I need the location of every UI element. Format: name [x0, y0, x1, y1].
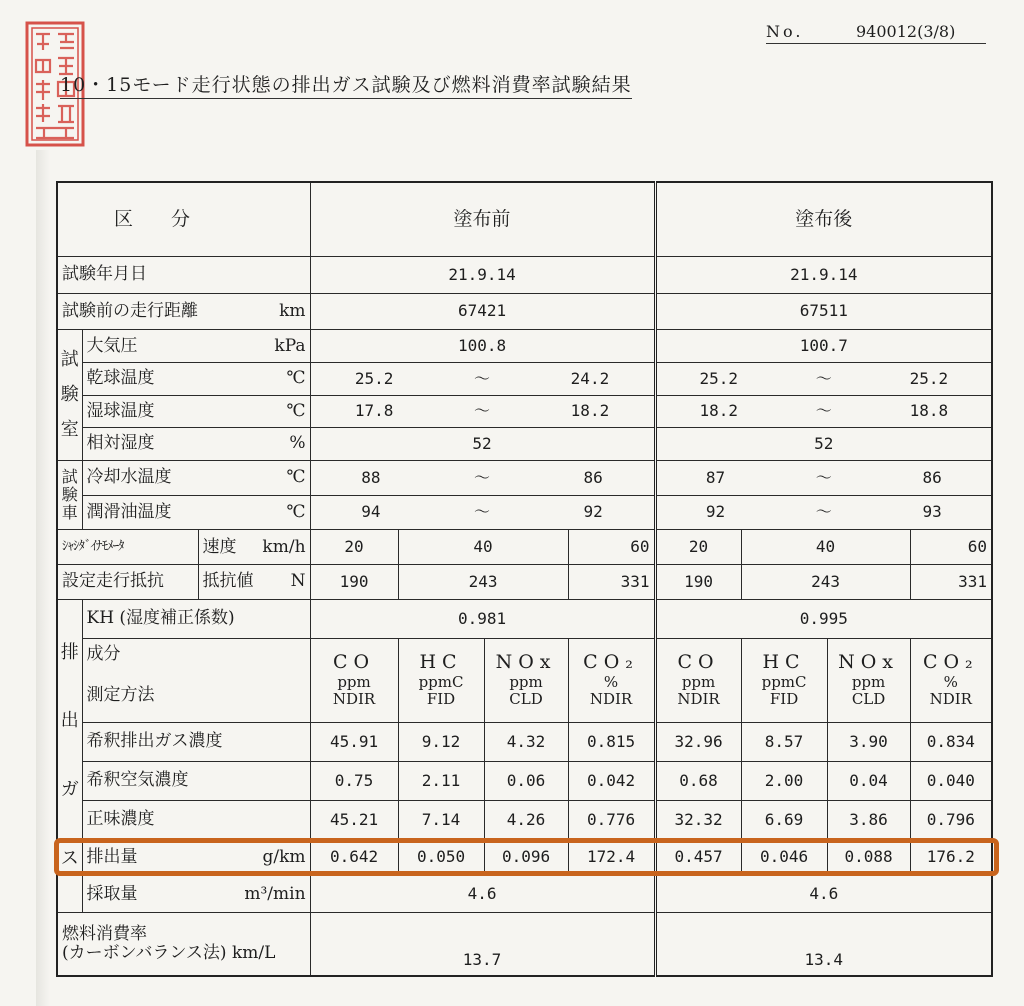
component-unit: ppm [509, 673, 543, 692]
dyno-label: ｼｬｼﾀﾞｲﾅﾓﾒｰﾀ [57, 530, 198, 565]
diluted-exhaust-value: 32.96 [655, 723, 741, 762]
diluted-exhaust-label: 希釈排出ガス濃度 [82, 723, 310, 762]
emission-label: 排出量 [86, 846, 138, 867]
emission-value: 172.4 [568, 839, 655, 876]
wet-bulb-after [655, 395, 992, 428]
table-header-row [57, 182, 992, 257]
test-date-before: 21.9.14 [310, 257, 655, 294]
gas-char-3: ガ [60, 778, 79, 800]
component-method: CLD [851, 690, 886, 709]
pressure-after: 100.7 [655, 330, 992, 363]
humidity-before: 52 [310, 428, 655, 461]
emission-value: 0.046 [741, 839, 827, 876]
net-conc-value: 0.776 [568, 800, 655, 839]
table-row [57, 530, 992, 565]
range-tilde: ～ [815, 502, 832, 522]
fuel-before: 13.7 [310, 913, 655, 976]
fuel-label: 燃料消費率 [62, 923, 147, 944]
component-col-6 [741, 638, 827, 723]
table-row [57, 363, 992, 396]
header-before: 塗布前 [310, 182, 655, 257]
component-name: HC [419, 651, 463, 674]
pressure-cell [82, 330, 310, 363]
test-date-label: 試験年月日 [57, 257, 310, 294]
speed-before-1: 20 [310, 530, 398, 565]
net-conc-label: 正味濃度 [82, 800, 310, 839]
diluted-air-value: 2.00 [741, 762, 827, 801]
kh-before: 0.981 [310, 599, 655, 638]
car-char-3: 車 [61, 503, 78, 523]
speed-label: 速度 [202, 536, 237, 557]
component-col-5 [655, 638, 741, 723]
component-method: FID [426, 690, 456, 709]
resistance-unit: N [290, 571, 306, 592]
diluted-exhaust-value: 8.57 [741, 723, 827, 762]
component-unit: ppm [681, 673, 716, 692]
diluted-exhaust-value: 3.90 [827, 723, 910, 762]
odometer-after: 67511 [655, 293, 992, 330]
oil-before [310, 495, 655, 530]
net-conc-value: 7.14 [398, 800, 484, 839]
speed-after-1: 20 [655, 530, 741, 565]
sampling-before: 4.6 [310, 876, 655, 913]
range-tilde: ～ [815, 401, 832, 421]
diluted-air-value: 0.040 [910, 762, 992, 801]
resistance-before-1: 190 [310, 565, 398, 600]
component-method: CLD [509, 690, 543, 709]
speed-after-2: 40 [741, 530, 910, 565]
component-method: NDIR [677, 690, 720, 709]
dry-bulb-before [310, 363, 655, 396]
lab-vertical-label [57, 330, 82, 461]
diluted-exhaust-value: 45.91 [310, 723, 398, 762]
emission-value: 0.096 [484, 839, 568, 876]
component-name: NOx [838, 651, 899, 674]
page-fold-shadow [36, 150, 50, 1006]
table-row [57, 428, 992, 461]
component-name: NOx [495, 651, 557, 674]
resistance-cell [198, 565, 310, 600]
kh-label: KH (湿度補正係数) [82, 599, 310, 638]
coolant-before [310, 461, 655, 496]
wet-bulb-unit: ℃ [286, 400, 306, 421]
pressure-label: 大気圧 [86, 335, 138, 356]
document-number-value: 940012(3/8) [856, 22, 956, 41]
wet-bulb-after-start: 18.2 [699, 401, 738, 421]
component-col-3 [484, 638, 568, 723]
net-conc-value: 45.21 [310, 800, 398, 839]
component-col-4 [568, 638, 655, 723]
component-name: CO [677, 651, 720, 674]
component-unit: ppmC [761, 673, 807, 692]
coolant-after-end: 86 [922, 467, 942, 487]
coolant-after [655, 461, 992, 496]
component-name: CO [332, 651, 376, 674]
gas-vertical-label [57, 599, 82, 912]
diluted-exhaust-value: 0.834 [910, 723, 992, 762]
dry-bulb-before-start: 25.2 [354, 368, 394, 388]
fuel-cell [57, 913, 310, 976]
sampling-after: 4.6 [655, 876, 992, 913]
coolant-cell [82, 461, 310, 496]
document-number-label: No. [766, 22, 804, 41]
oil-after-start: 92 [705, 502, 726, 522]
range-tilde: ～ [815, 467, 832, 487]
table-row [57, 565, 992, 600]
resistance-label: 抵抗値 [202, 571, 254, 592]
odometer-before: 67421 [310, 293, 655, 330]
coolant-unit: ℃ [286, 467, 306, 488]
odometer-label: 試験前の走行距離 [62, 300, 198, 321]
car-char-2: 験 [61, 485, 78, 505]
diluted-air-value: 2.11 [398, 762, 484, 801]
fuel-method: (カーボンバランス法) [62, 943, 227, 964]
table-row [57, 293, 992, 330]
table-row [57, 800, 992, 839]
gas-char-1: 排 [60, 641, 79, 663]
gas-char-4: ス [60, 847, 79, 869]
component-label: 成分 [86, 643, 121, 664]
diluted-exhaust-value: 0.815 [568, 723, 655, 762]
diluted-air-value: 0.06 [484, 762, 568, 801]
table-row [57, 638, 992, 723]
resistance-before-2: 243 [398, 565, 568, 600]
component-name: CO₂ [922, 651, 979, 674]
document-title: 10・15モード走行状態の排出ガス試験及び燃料消費率試験結果 [60, 70, 632, 99]
emission-value: 0.457 [655, 839, 741, 876]
dry-bulb-after-start: 25.2 [699, 368, 738, 388]
diluted-exhaust-value: 9.12 [398, 723, 484, 762]
wet-bulb-after-end: 18.8 [909, 401, 949, 421]
document-number [766, 22, 986, 44]
dry-bulb-cell [82, 363, 310, 396]
component-name: HC [762, 651, 806, 674]
oil-after [655, 495, 992, 530]
component-unit: % [603, 673, 619, 692]
oil-cell [82, 495, 310, 530]
dry-bulb-unit: ℃ [286, 368, 306, 389]
component-method: FID [769, 690, 799, 709]
diluted-air-value: 0.68 [655, 762, 741, 801]
humidity-unit: % [289, 433, 306, 454]
range-tilde: ～ [474, 368, 491, 388]
range-tilde: ～ [474, 502, 491, 522]
emission-value: 0.642 [310, 839, 398, 876]
kh-after: 0.995 [655, 599, 992, 638]
speed-unit: km/h [262, 536, 306, 557]
emission-value: 176.2 [910, 839, 992, 876]
emission-value: 0.088 [827, 839, 910, 876]
odometer-unit: km [279, 300, 306, 321]
sampling-cell [82, 876, 310, 913]
diluted-air-value: 0.04 [827, 762, 910, 801]
emission-row [57, 839, 992, 876]
car-char-1: 試 [61, 466, 78, 486]
oil-unit: ℃ [286, 501, 306, 522]
resistance-after-2: 243 [741, 565, 910, 600]
table-row [57, 461, 992, 496]
net-conc-value: 0.796 [910, 800, 992, 839]
emission-cell [82, 839, 310, 876]
dry-bulb-after [655, 363, 992, 396]
resistance-after-3: 331 [910, 565, 992, 600]
speed-cell [198, 530, 310, 565]
pressure-unit: kPa [274, 335, 306, 356]
component-name: CO₂ [583, 651, 639, 674]
emission-unit: g/km [262, 846, 306, 867]
dry-bulb-label: 乾球温度 [86, 368, 155, 389]
component-unit: ppm [851, 673, 886, 692]
wet-bulb-before [310, 395, 655, 428]
net-conc-value: 32.32 [655, 800, 741, 839]
resistance-before-3: 331 [568, 565, 655, 600]
range-tilde: ～ [474, 401, 491, 421]
component-unit: % [943, 673, 958, 692]
table-row [57, 257, 992, 294]
sampling-label: 採取量 [86, 883, 138, 904]
component-col-8 [910, 638, 992, 723]
component-method-cell [82, 638, 310, 723]
car-vertical-label [57, 461, 82, 530]
range-tilde: ～ [474, 467, 491, 487]
speed-before-3: 60 [568, 530, 655, 565]
table-row [57, 762, 992, 801]
fuel-unit: km/L [231, 943, 276, 964]
load-label: 設定走行抵抗 [57, 565, 198, 600]
table-row [57, 599, 992, 638]
diluted-air-value: 0.75 [310, 762, 398, 801]
oil-label: 潤滑油温度 [86, 501, 172, 522]
sampling-unit: m³/min [244, 883, 306, 904]
net-conc-value: 6.69 [741, 800, 827, 839]
gas-char-2: 出 [60, 710, 79, 732]
pressure-before: 100.8 [310, 330, 655, 363]
dry-bulb-after-end: 25.2 [909, 368, 949, 388]
component-method: NDIR [929, 690, 972, 709]
coolant-label: 冷却水温度 [86, 467, 172, 488]
component-col-1 [310, 638, 398, 723]
diluted-exhaust-value: 4.32 [484, 723, 568, 762]
coolant-before-start: 88 [361, 467, 381, 487]
table-row [57, 330, 992, 363]
dry-bulb-before-end: 24.2 [570, 368, 610, 388]
wet-bulb-before-end: 18.2 [570, 401, 610, 421]
component-unit: ppmC [418, 673, 464, 692]
lab-char-2: 験 [60, 383, 79, 405]
fuel-after: 13.4 [655, 913, 992, 976]
humidity-label: 相対湿度 [86, 433, 155, 454]
humidity-after: 52 [655, 428, 992, 461]
lab-char-1: 試 [60, 349, 79, 371]
range-tilde: ～ [815, 368, 832, 388]
coolant-after-start: 87 [705, 467, 726, 487]
component-method: NDIR [332, 690, 376, 709]
component-col-2 [398, 638, 484, 723]
header-kubun: 区 分 [57, 182, 310, 257]
component-col-7 [827, 638, 910, 723]
coolant-before-end: 86 [583, 467, 603, 487]
diluted-air-value: 0.042 [568, 762, 655, 801]
wet-bulb-label: 湿球温度 [86, 400, 155, 421]
speed-after-3: 60 [910, 530, 992, 565]
resistance-after-1: 190 [655, 565, 741, 600]
table-row [57, 395, 992, 428]
oil-before-end: 92 [583, 502, 603, 522]
humidity-cell [82, 428, 310, 461]
wet-bulb-cell [82, 395, 310, 428]
component-method: NDIR [589, 690, 633, 709]
method-label: 測定方法 [86, 685, 155, 706]
odometer-cell [57, 293, 310, 330]
speed-before-2: 40 [398, 530, 568, 565]
table-row [57, 495, 992, 530]
lab-char-3: 室 [60, 418, 79, 440]
emission-value: 0.050 [398, 839, 484, 876]
oil-before-start: 94 [361, 502, 381, 522]
component-unit: ppm [337, 673, 371, 692]
net-conc-value: 4.26 [484, 800, 568, 839]
diluted-air-label: 希釈空気濃度 [82, 762, 310, 801]
results-table [56, 181, 993, 977]
test-date-after: 21.9.14 [655, 257, 992, 294]
header-after: 塗布後 [655, 182, 992, 257]
net-conc-value: 3.86 [827, 800, 910, 839]
wet-bulb-before-start: 17.8 [354, 401, 394, 421]
oil-after-end: 93 [922, 502, 942, 522]
table-row [57, 913, 992, 976]
table-row [57, 723, 992, 762]
table-row [57, 876, 992, 913]
